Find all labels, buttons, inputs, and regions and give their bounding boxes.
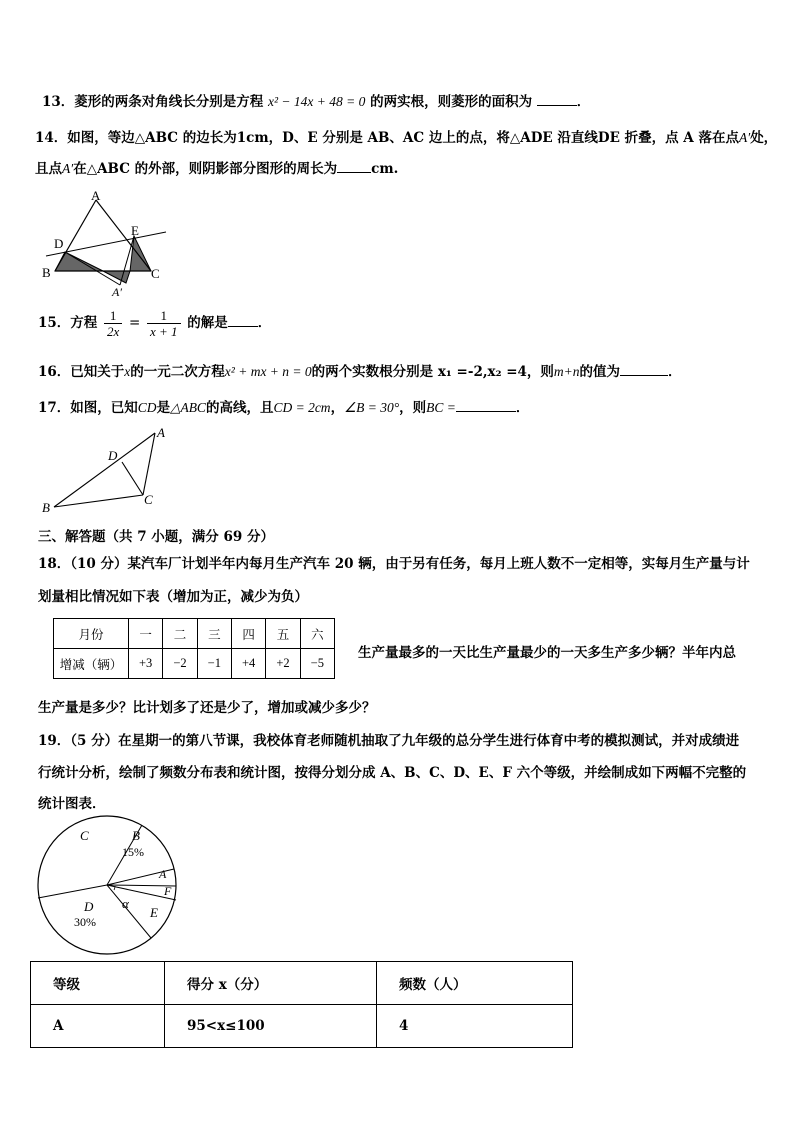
q18-line2: 划量相比情况如下表（增加为正，减少为负）	[38, 589, 308, 605]
table-cell: +2	[266, 649, 300, 679]
table-row	[31, 1005, 573, 1048]
table-row	[54, 619, 335, 649]
q17-label-B: B	[42, 500, 50, 515]
q17-mid2: 的高线，且	[205, 400, 274, 416]
table-row	[54, 649, 335, 679]
q18-side-text: 生产量最多的一天比生产量最少的一天多生产多少辆？半年内总	[358, 645, 736, 661]
q17-mid: 是	[156, 400, 171, 416]
table-cell: +4	[231, 649, 265, 679]
pie-label-D: D	[84, 899, 94, 914]
table-cell: 一	[129, 619, 163, 649]
pie-label-E: E	[150, 905, 158, 920]
q14-answer-blank	[337, 160, 371, 173]
q19-line2: 行统计分析，绘制了频数分布表和统计图，按得分划分成 A、B、C、D、E、F 六个等级，并绘制成如下两幅不完整的	[38, 765, 747, 781]
question-15	[38, 308, 271, 339]
q17-cd: CD	[137, 400, 157, 415]
q19-pie-chart	[36, 814, 184, 958]
q16-prefix: 16．已知关于	[38, 364, 125, 380]
table-cell: −2	[163, 649, 197, 679]
table-cell: 得分 x（分）	[165, 962, 377, 1005]
q14-text2-mid: 在△ABC 的外部，则阴影部分图形的周长为	[73, 161, 338, 177]
q14-shaded-left	[55, 252, 103, 271]
q18-row-label: 增减（辆）	[54, 649, 129, 679]
q14-text1-end: 处，	[750, 130, 778, 146]
q17-triangle-figure	[38, 424, 168, 516]
q17-eq1: CD = 2cm	[273, 400, 331, 415]
table-cell: −1	[197, 649, 231, 679]
q14-triangle-figure	[38, 188, 178, 300]
table-cell: −5	[300, 649, 334, 679]
q15-answer-blank	[228, 314, 258, 327]
pie-label-alpha: α	[122, 896, 129, 911]
q17-label-C: C	[144, 492, 153, 507]
q16-equation: x² + mx + n = 0	[224, 364, 312, 379]
q14-label-A: A	[91, 188, 101, 203]
q15-num2: 1	[147, 308, 181, 324]
q15-fraction-right	[147, 308, 181, 339]
q15-den2: x + 1	[150, 324, 178, 339]
question-16	[38, 360, 682, 380]
q13-answer-blank	[537, 93, 577, 106]
table-cell: +3	[129, 649, 163, 679]
q16-end: 的值为	[579, 364, 621, 380]
q17-label-A: A	[157, 425, 165, 440]
table-cell: 频数（人）	[377, 962, 573, 1005]
q14-a-prime: A′	[738, 130, 751, 145]
question-13	[42, 90, 590, 110]
q14-text1: 14．如图，等边△ABC 的边长为1cm，D、E 分别是 AB、AC 边上的点，将△ADE 沿直线DE 折叠，点 A 落在点	[35, 130, 739, 146]
table-cell: 四	[231, 619, 265, 649]
pie-label-F: F	[164, 884, 172, 898]
q17-sep: ，	[330, 400, 345, 416]
q15-suffix: 的解是	[187, 315, 228, 331]
question-14-line2	[35, 157, 398, 177]
q17-end: ．	[515, 400, 530, 416]
q14-label-Aprime: A′	[112, 285, 122, 299]
q18-line3: 生产量是多少？比计划多了还是少了，增加或减少多少？	[38, 700, 376, 716]
q15-den1: 2x	[107, 324, 120, 339]
q15-prefix: 15．方程	[38, 315, 98, 331]
table-cell: A	[31, 1005, 165, 1048]
question-14-line1	[35, 126, 777, 146]
pie-label-C: C	[80, 828, 89, 843]
q13-end: ．	[576, 94, 591, 110]
q17-eq2: ∠B = 30°	[344, 400, 400, 415]
table-cell: 五	[266, 619, 300, 649]
q15-num1: 1	[104, 308, 122, 324]
q16-end2: ．	[668, 364, 682, 380]
table-cell: 95<x≤100	[165, 1005, 377, 1048]
table-row	[31, 962, 573, 1005]
q14-label-D: D	[54, 236, 64, 251]
q15-end: ．	[257, 315, 272, 331]
q14-text2-end: cm.	[371, 161, 399, 177]
q16-mn: m+n	[553, 364, 580, 379]
q17-eq3: BC =	[426, 400, 456, 415]
q14-label-C: C	[151, 266, 160, 281]
table-cell: 二	[163, 619, 197, 649]
pie-label-D-pct: 30%	[74, 915, 96, 929]
table-cell: 六	[300, 619, 334, 649]
q13-prefix: 13．菱形的两条对角线长分别是方程	[42, 94, 264, 110]
pie-label-B-pct: 15%	[122, 845, 144, 859]
q14-label-E: E	[131, 223, 139, 238]
q14-a-prime-2: A′	[62, 161, 74, 176]
table-cell: 等级	[31, 962, 165, 1005]
q17-answer-blank	[456, 399, 516, 412]
pie-label-A: A	[159, 867, 167, 881]
q19-table	[30, 961, 573, 1048]
q19-line3: 统计图表．	[38, 796, 106, 812]
pie-label-B: B	[132, 828, 140, 843]
q14-label-B: B	[42, 265, 51, 280]
q18-header-month: 月份	[54, 619, 129, 649]
q17-prefix: 17．如图，已知	[38, 400, 138, 416]
q17-abc: △ABC	[170, 400, 206, 415]
q16-answer-blank	[620, 363, 668, 376]
q18-table	[53, 618, 335, 679]
q19-line1: 19．（5 分）在星期一的第八节课，我校体育老师随机抽取了九年级的总分学生进行体育中考的模拟测试，并对成绩进	[38, 733, 740, 749]
q15-equals: =	[128, 315, 141, 331]
q13-equation: x² − 14x + 48 = 0	[268, 94, 366, 109]
question-17	[38, 396, 529, 416]
q18-line1: 18．（10 分）某汽车厂计划半年内每月生产汽车 20 辆，由于另有任务，每月上班人数不一定相等，实每月生产量与计	[38, 556, 750, 572]
q13-suffix: 的两实根，则菱形的面积为	[370, 94, 533, 110]
table-cell: 三	[197, 619, 231, 649]
q17-sep2: ，则	[399, 400, 427, 416]
q17-label-D: D	[108, 448, 118, 463]
section-heading: 三、解答题（共 7 小题，满分 69 分）	[38, 529, 274, 545]
q16-var: x	[124, 364, 131, 379]
q16-mid: 的一元二次方程	[130, 364, 225, 380]
q14-text2-pre: 且点	[35, 161, 62, 177]
q14-shaded-right	[130, 236, 151, 271]
q15-fraction-left	[104, 308, 122, 339]
table-cell: 4	[377, 1005, 573, 1048]
q16-roots: 的两个实数根分别是 x₁ =-2,x₂ =4，则	[311, 364, 554, 380]
